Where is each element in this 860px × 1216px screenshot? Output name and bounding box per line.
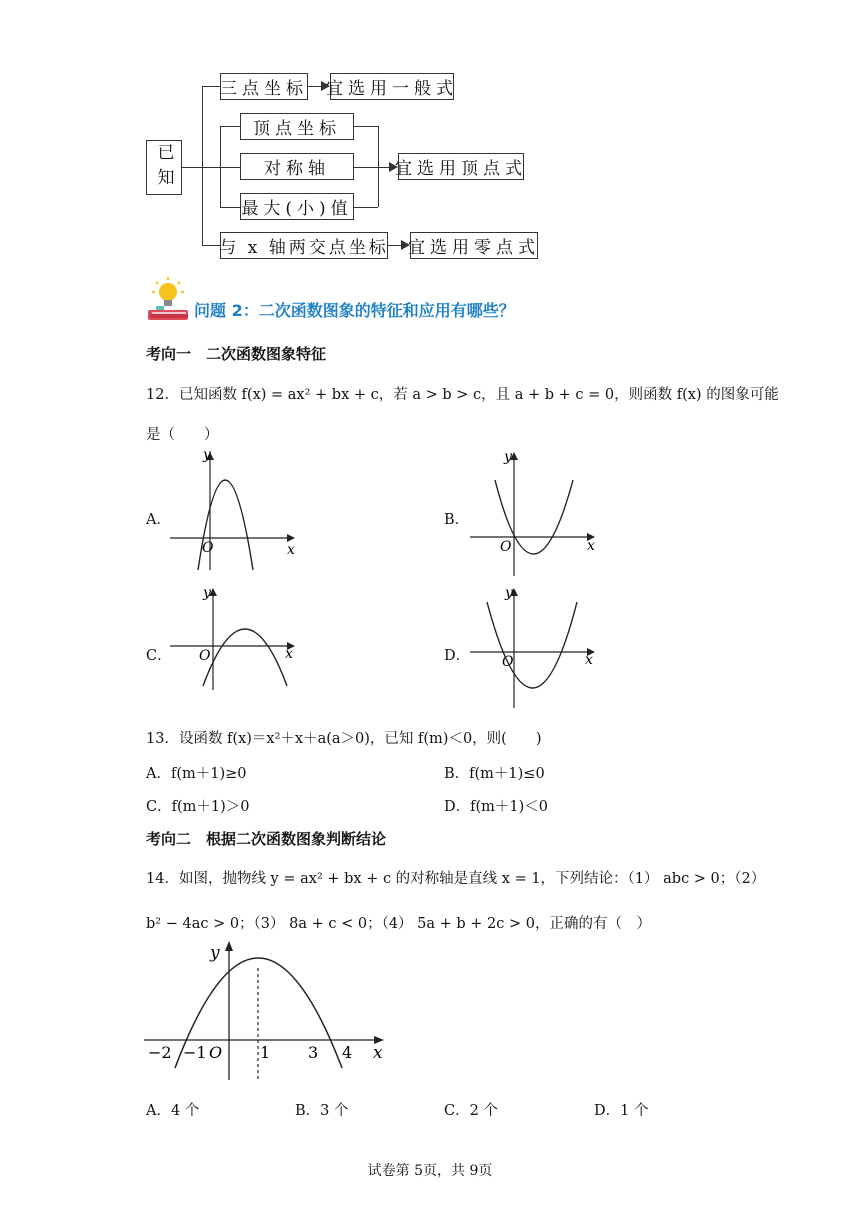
- tick-label: 4: [342, 1043, 353, 1062]
- axis-y-label: y: [203, 448, 211, 463]
- q12-graph-c: [165, 584, 305, 694]
- axis-y-label: y: [203, 585, 211, 601]
- question-banner: [146, 276, 566, 326]
- q13-text: 13．设函数 f(x)＝x²＋x＋a(a＞0)，已知 f(m)＜0，则( ): [146, 731, 542, 747]
- zero-form-label: 宜选用零点式: [408, 238, 540, 258]
- q13-option-d: D．f(m＋1)＜0: [444, 799, 549, 815]
- banner-title: 问题 2：二次函数图象的特征和应用有哪些？: [194, 301, 515, 320]
- q14-text-cont: b² − 4ac > 0；（3） 8a + c < 0；（4） 5a + b + 2c > 0，正确的有（ ）: [146, 916, 651, 932]
- vertex-form-label: 宜选用顶点式: [395, 159, 527, 179]
- tick-label: −1: [183, 1043, 207, 1062]
- q13-option-c: C．f(m＋1)＞0: [146, 799, 250, 815]
- q14-option-b: B．3 个: [295, 1103, 349, 1119]
- q12-option-a-label: A．: [146, 512, 171, 528]
- axis-x-label: x: [587, 538, 595, 554]
- three-points-label: 三点坐标: [220, 79, 308, 99]
- three-points-box: [220, 73, 308, 100]
- q14-text: 14．如图，抛物线 y = ax² + bx + c 的对称轴是直线 x = 1，下列结论：（1） abc > 0；（2）: [146, 871, 766, 887]
- tick-label: −2: [148, 1043, 172, 1062]
- tick-label: 1: [260, 1043, 271, 1062]
- axis-x-label: x: [287, 542, 295, 558]
- q14-option-c: C．2 个: [444, 1103, 498, 1119]
- axis-y-label: y: [210, 943, 220, 963]
- root-box: [146, 140, 182, 195]
- extreme-label: 最大(小)值: [241, 199, 353, 219]
- origin-label: O: [209, 1043, 223, 1062]
- section-heading-1: 考向一 二次函数图象特征: [146, 345, 327, 363]
- q12-option-b-label: B．: [444, 512, 470, 528]
- q12-graph-b: [465, 448, 605, 580]
- concept-diagram: [0, 0, 860, 270]
- axis-x-label: x: [585, 652, 593, 668]
- axis-x-label: x: [285, 646, 293, 662]
- q14-option-d: D．1 个: [594, 1103, 649, 1119]
- q13-option-a: A．f(m＋1)≥0: [146, 766, 247, 782]
- tick-label: 3: [308, 1043, 319, 1062]
- origin-label: O: [199, 648, 211, 664]
- axis-sym-box: [240, 153, 354, 180]
- axis-x-label: x: [373, 1043, 383, 1063]
- general-form-label: 宜选用一般式: [326, 79, 458, 99]
- x-intersections-box: [220, 232, 388, 259]
- q14-option-a: A．4 个: [146, 1103, 200, 1119]
- q12-text-cont: 是（ ）: [146, 427, 219, 443]
- vertex-coord-box: [240, 113, 354, 140]
- x-intersections-label: 与 x 轴两交点坐标: [219, 238, 389, 258]
- general-form-box: [326, 73, 458, 100]
- q12-graph-d: [465, 584, 605, 714]
- section-heading-2: 考向二 根据二次函数图象判断结论: [146, 830, 387, 848]
- q12-graph-a: [165, 448, 305, 574]
- origin-label: O: [500, 539, 512, 555]
- axis-y-label: y: [505, 585, 513, 601]
- page-footer: 试卷第 5页，共 9页: [367, 1163, 493, 1179]
- q12-text: 12．已知函数 f(x) = ax² + bx + c，若 a > b > c，且 a + b + c = 0，则函数 f(x) 的图象可能: [146, 387, 779, 403]
- axis-sym-label: 对称轴: [264, 159, 330, 179]
- extreme-box: [240, 193, 354, 220]
- origin-label: O: [202, 540, 214, 556]
- vertex-form-box: [395, 153, 527, 180]
- q12-option-c-label: C．: [146, 648, 172, 664]
- origin-label: O: [502, 654, 514, 670]
- axis-y-label: y: [504, 449, 512, 465]
- q13-option-b: B．f(m＋1)≤0: [444, 766, 545, 782]
- lightbulb-book-icon: [146, 276, 194, 326]
- q12-option-d-label: D．: [444, 648, 471, 664]
- q14-parabola-graph: [140, 938, 390, 1083]
- zero-form-box: [410, 232, 538, 259]
- root-label: 已知: [153, 142, 174, 193]
- vertex-coord-label: 顶点坐标: [253, 119, 341, 139]
